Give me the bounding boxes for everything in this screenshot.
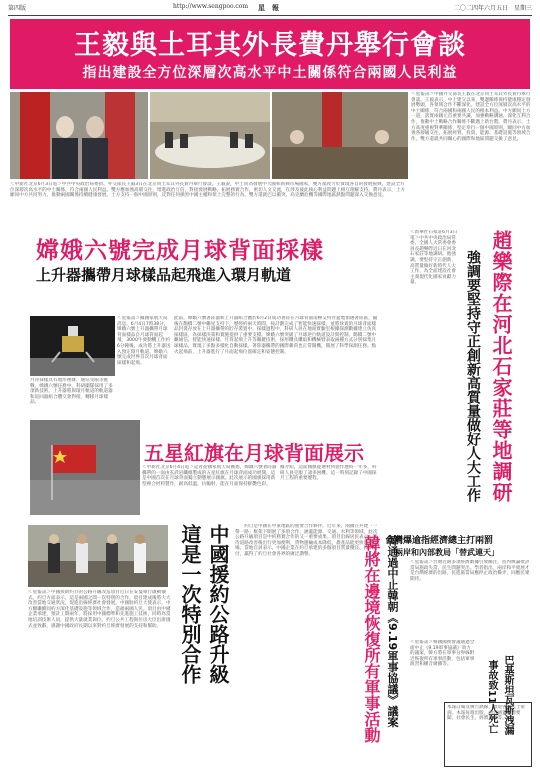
issue-date: 二〇二四年六月五日 星期三 [453,5,532,12]
photo-lander-art [30,316,115,376]
flag-article-col1: ＜中新社北京6月4日電＞記者從國家航天局獲悉，嫦娥六號著陸器攜帶的一面由玄武岩纖維製成的五星紅旗在月球背面成功展開，這是中國首次在月球背面獨立動態展示國旗。此次展示的國旗採用新型複合材料製作，耐高低溫，抗輻射，能在月面保持鮮艷色彩。 [142,465,277,487]
photo-road-art [28,525,168,587]
photo-handshake [10,92,148,179]
headline-article-body: ＜中新社北京6月3日電＞中共中央政治局委員、外交部長王毅3日在北京同土耳其外長費丹舉行會談。王毅說，中土同為發展中大國和新興市場國家，雙方都致力於實現各自的發展振興，建設全方位深層次高水平的中土關係，符合兩國人民利益。雙方應加強高層交往，增進政治互信，對接發展戰略，拓展務實合作，密切人文交流，在涉及彼此核心利益問題上相互理解支持。費丹表示，土方願同中方共同努力，推動兩國關係持續健康發展。土方支持一個中國原則，反對任何損害中國主權和領土完整的行為。雙方還就巴以衝突、烏克蘭危機等國際地區熱點問題深入交換意見。 [10,182,406,199]
main-subheadline: 指出建設全方位深層次高水平中土關係符合兩國人民利益 [82,65,458,81]
zhao-headline: 趙樂際在河北石家莊等地調研 [489,230,513,503]
flag-article-col2: 據介紹，這面國旗從選材到製作歷時一年多，科研人員克服了諸多困難。這一時刻記錄了中國探月工程的重要歷程。 [280,465,377,482]
advertisement-box [444,702,532,767]
photo-meeting [272,92,408,179]
moon-article-col0: 月背採樣具有地形複雜、通信受限等挑戰，嫦娥六號任務中，科研團隊採用了多項新技術。上升器將與環月軌道的軌道器和返回器組合體交會對接，轉移月球樣品。 [30,378,113,406]
aid-headline-2: 這是一次特別合作 [178,524,202,684]
photo-flag-art [30,420,140,515]
photo-meeting-art [272,92,408,179]
paper-name: 星 報 [258,3,279,12]
page-header [8,3,532,15]
photo-handshake-art [10,92,148,179]
photo-lander [30,316,115,376]
aid-article-body: ＜星報訊＞中國援助約旦的公路升級改造項目近日在安曼舉行啟動儀式。約旦方面表示，這是兩國之間一次特別的合作，項目建成後將大大改善當地交通狀況，促進沿線經濟社會發展。中國駐約旦大使表示，中方願繼續同約方深化基礎設施等領域合作，造福兩國人民。項目由中國企業承建，預計工期兩年，將採用中國標準和先進施工技術，同時為當地培訓技術人員，提供大量就業崗位。約旦公共工程與住房大臣出席儀式並致辭，感謝中國政府長期以來對約旦經濟發展的支持和幫助。 [28,590,171,629]
korea-article-body: ＜星報訊＞韓國國務會議通過全面中止《9.19軍事協議》效力的議案，韓方將在軍事分界線附近恢復所有軍事活動，包括軍事演習和擴音廣播等。 [410,640,475,668]
top-right-article: ＜星報訊＞中國外交部長王毅在北京同土耳其外長費丹舉行會談。王毅表示，中土建交以來，雙邊關係保持健康穩定發展勢頭，各領域合作不斷深化。建設全方位深層次高水平的中土關係，符合兩國和兩國人民的根本利益。中方願同土方一道，落實兩國元首重要共識，加強戰略溝通，深化互利合作，推動中土戰略合作關係不斷邁上新台階。費丹表示，土方高度重視對華關係，堅定奉行一個中國原則，願同中方加強各層級交往，拓展經貿、投資、能源、基礎設施等領域合作。雙方還就共同關心的國際和地區問題交換了意見。 [411,92,531,142]
photo-talks-table-art [150,92,270,179]
flag-headline: 五星紅旗在月球背面展示 [144,441,364,465]
korea-headline: 韓將在邊境恢復所有軍事活動 [362,535,381,743]
pakistan-headline-1: 巴基斯坦瓦斯洩漏 [502,655,513,735]
zhao-subheadline: 強調要堅持守正創新高質量做好人大工作 [465,250,481,502]
taiwan-article-body: ＜星報訊＞台灣近期多項經濟數據引發關注，島內輿論批評當局施政失當，民生問題突出。學者指出，兩岸和平發展才是台灣經濟的出路，民進黨當局應停止政治操弄，回應民眾期待。 [410,560,530,582]
moon-article-col1: ＜星報訊＞據國家航天局消息，6月4日7時38分，嫦娥六號上升器攜帶月球背面樣品自月球背面起飛，3000牛發動機工作約6分鐘後，成功將上升器送入預定環月軌道。嫦娥六號完成世界首次月球背面採樣和起飛。 [117,316,171,366]
zhao-article-body: ＜新華社石家莊6月3日電＞中共中央政治局常委、全國人大常委會委員長趙樂際近日在河北石家莊等地調研。他強調，要堅持守正創新，高質量做好新時代人大工作，為全面建設社會主義現代化國家貢獻力量。 [410,230,458,286]
moon-headline: 嫦娥六號完成月球背面採樣 [36,238,324,264]
moon-subheadline: 上升器攜帶月球樣品起飛進入環月軌道 [36,266,292,284]
photo-talks-table [150,92,270,179]
taiwan-headline: 台灣爆逾指經濟總主打兩罰 [385,536,494,546]
aid-headline-1: 中國援約公路升級 [206,524,230,684]
site-url[interactable]: http://www.sengpoo.com [173,3,249,10]
header-rule [8,15,532,16]
photo-road-project [28,525,168,587]
moon-article-col2: 此前，嫦娥六號著陸器和上升器組合體於6月2日成功著陸在月球背面南極艾特肯盆地預選著陸區，隨後在鵲橋二號中繼星支持下，歷經約兩天時間，按計劃完成了智能快速採樣，並將珍貴的月球背面樣品封裝存放在上升器攜帶的貯存裝置中。採樣過程中，科研人員在地面實驗室根據探測數據建立仿真採樣區，為採樣決策和實施提供了重要支撐。嫦娥六號突破了月球逆行軌道設計與控制、鵲橋二號中繼通信、智能快速採樣、月背起飛上升等關鍵技術，採用鑽具鑽取和機械臂表取兩種方式分別採集月球樣品，實現了多點多樣化自動採樣。著陸器攜帶的國際載荷也正常開機，開展了科學探測任務。點火起飛前，上升器進行了月面起飛位置確定和姿態控制。 [174,316,378,355]
main-headline: 王毅與土耳其外長費丹舉行會談 [74,30,466,61]
page-number: 第四版 [8,5,27,12]
photo-flag-on-moon [30,420,140,515]
advertisement-text: 本報訂閱及廣告熱線，歡迎各界人士垂詢。本報每週出版，內容涵蓋國際要聞、社會民生、經濟資訊等。 [447,705,526,722]
korea-kicker: 韓通過中止韓朝《9.19軍事協議》議案 [386,535,399,728]
middle-column-article: 約旦是中國在中東地區的重要合作夥伴。近年來，兩國在共建「一帶一路」框架下開展了多項合作，涵蓋能源、交通、水利等領域。此次公路升級項目是中約務實合作的又一重要成果。項目沿線居民表示，期待道路改善後出行更加便利，貨物運輸成本降低，農產品能更快送達市場。當地官員表示，中國企業在約旦承建的多個項目質量優良、按期交付，贏得了約旦社會各界的廣泛讚譽。 [235,524,378,557]
taiwan-subheadline: 兩岸和內部教局「替武連天」 [395,548,499,557]
pakistan-headline-2: 事故致11人死亡 [486,660,497,734]
